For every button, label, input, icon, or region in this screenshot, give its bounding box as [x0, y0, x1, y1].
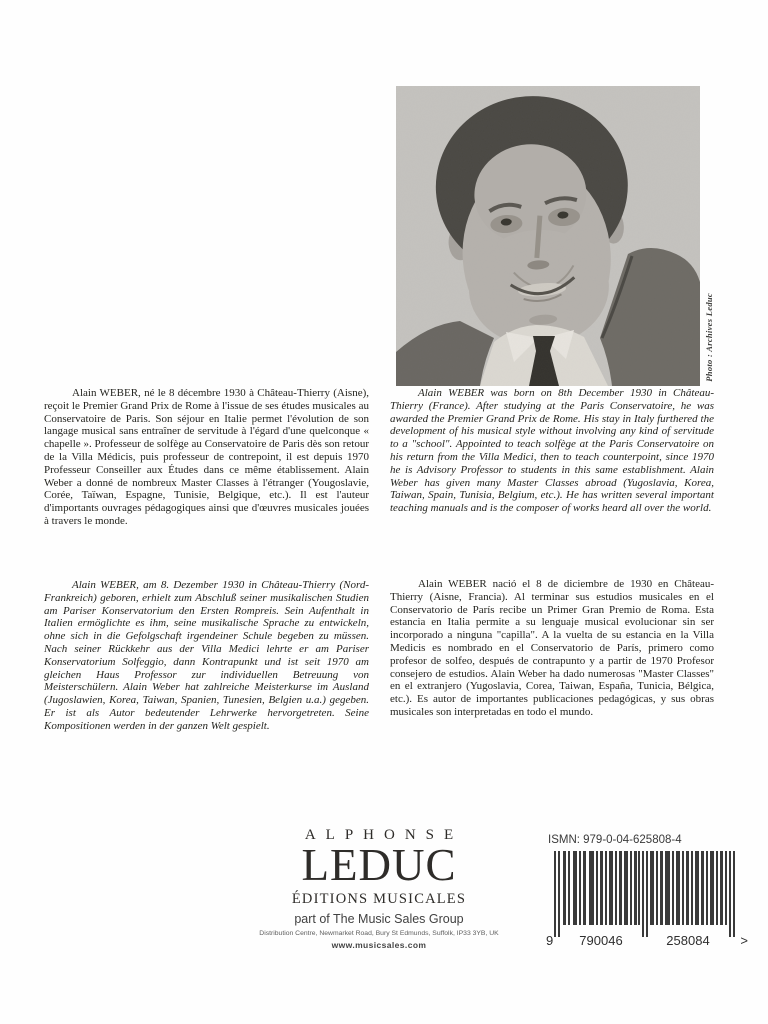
photo-credit-text: Photo : Archives Leduc [704, 293, 714, 382]
barcode-bars [546, 851, 748, 947]
publisher-name-top: ALPHONSE [304, 827, 464, 843]
barcode-terminator: > [740, 933, 748, 947]
barcode-digit-group2: 258084 [666, 933, 710, 947]
barcode [546, 851, 748, 947]
publisher-group-line: part of The Music Sales Group [294, 912, 464, 927]
photo-credit [702, 222, 716, 382]
publisher-logo [228, 827, 530, 950]
publisher-subtitle: ÉDITIONS MUSICALES [291, 891, 467, 908]
bio-spanish: Alain WEBER nació el 8 de diciembre de 1930 en Château-Thierry (Aisne, Francia). Al terminar sus estudios musicales en el Conservatorio de París recibe un Primer Gran Premio de Roma. Esta estancia en Italia permite a su lenguaje musical evolucionar sin ser incorporado a ninguna "capilla". A la vuelta de su estancia en la Villa Medicis es nombrado en el Conservatorio de París, primero como profesor de solfeo, después de contrapunto y a partir de 1970 Profesor consejero de estudios. Alain Weber ha dado numerosas "Master Classes" en el extranjero (Yugoslavia, Corea, Taiwan, España, Tunicia, Bélgica, etc.). Es autor de importantes publicaciones pedagógicas, y sus obras musicales son interpretadas en todo el mundo. [390, 578, 714, 718]
bio-german: Alain WEBER, am 8. Dezember 1930 in Château-Thierry (Nord-Frankreich) geboren, erhielt zum Abschluß seiner musikalischen Studien am Pariser Konservatorium den Ersten Rompreis. Sein Aufenthalt in Italien ermöglichte es ihm, seine musikalische Sprache zu entwickeln, ohne sich in die Gefolgschaft irgendeiner Schule begeben zu müssen. Nach seiner Rückkehr aus der Villa Medici lehrte er am Pariser Konservatorium Solfeggio, dann Kontrapunkt und ist seit 1970 am gleichen Haus Professor zur individuellen Betreuung von Meisterschülern. Alain Weber hat zahlreiche Meisterkurse im Ausland (Jugoslawien, Korea, Taiwan, Spanien, Tunesien, Belgien u.a.) gegeben. Er ist als Autor bedeutender Lehrwerke hervorgetreten. Seine Kompositionen werden in der ganzen Welt gespielt. [44, 579, 369, 732]
portrait-photo [396, 86, 700, 386]
bio-english: Alain WEBER was born on 8th December 1930 in Château-Thierry (France). After studying at the Paris Conservatoire, he was awarded the Premier Grand Prix de Rome. His stay in Italy furthered the development of his musical style without involving any kind of servitude to a "school". Appointed to teach solfège at the Paris Conservatoire on his return from the Villa Medici, then to teach counterpoint, since 1970 he is Advisory Professor to students in this same establishment. Alain Weber has given many Master Classes abroad (Yugoslavia, Korea, Taiwan, Spain, Tunisia, Belgium, etc.). He has written several important teaching manuals and is the composer of works heard all over the world. [390, 387, 714, 515]
ismn-number: ISMN: 979-0-04-625808-4 [548, 834, 682, 846]
barcode-digit-first: 9 [546, 933, 554, 947]
publisher-website: www.musicsales.com [331, 940, 427, 951]
publisher-name-main: LEDUC [301, 840, 457, 890]
barcode-digit-group1: 790046 [579, 933, 623, 947]
portrait-illustration [396, 86, 700, 386]
bio-french: Alain WEBER, né le 8 décembre 1930 à Château-Thierry (Aisne), reçoit le Premier Grand Prix de Rome à l'issue de ses études musicales au Conservatoire de Paris. Son séjour en Italie permet l'évolution de son langage musical sans entraîner de servitude à l'égard d'une quelconque « chapelle ». Professeur de solfège au Conservatoire de Paris dès son retour de la Villa Médicis, puis professeur de contrepoint, il est depuis 1970 Professeur Conseiller aux Études dans ce même établissement. Alain Weber a donné de nombreux Master Classes à l'étranger (Yougoslavie, Corée, Taïwan, Espagne, Tunisie, Belgique, etc.). Il est l'auteur d'importants ouvrages pédagogiques ainsi que d'œuvres musicales jouées à travers le monde. [44, 387, 369, 527]
publisher-address: Distribution Centre, Newmarket Road, Bury St Edmunds, Suffolk, IP33 3YB, UK [259, 930, 499, 938]
